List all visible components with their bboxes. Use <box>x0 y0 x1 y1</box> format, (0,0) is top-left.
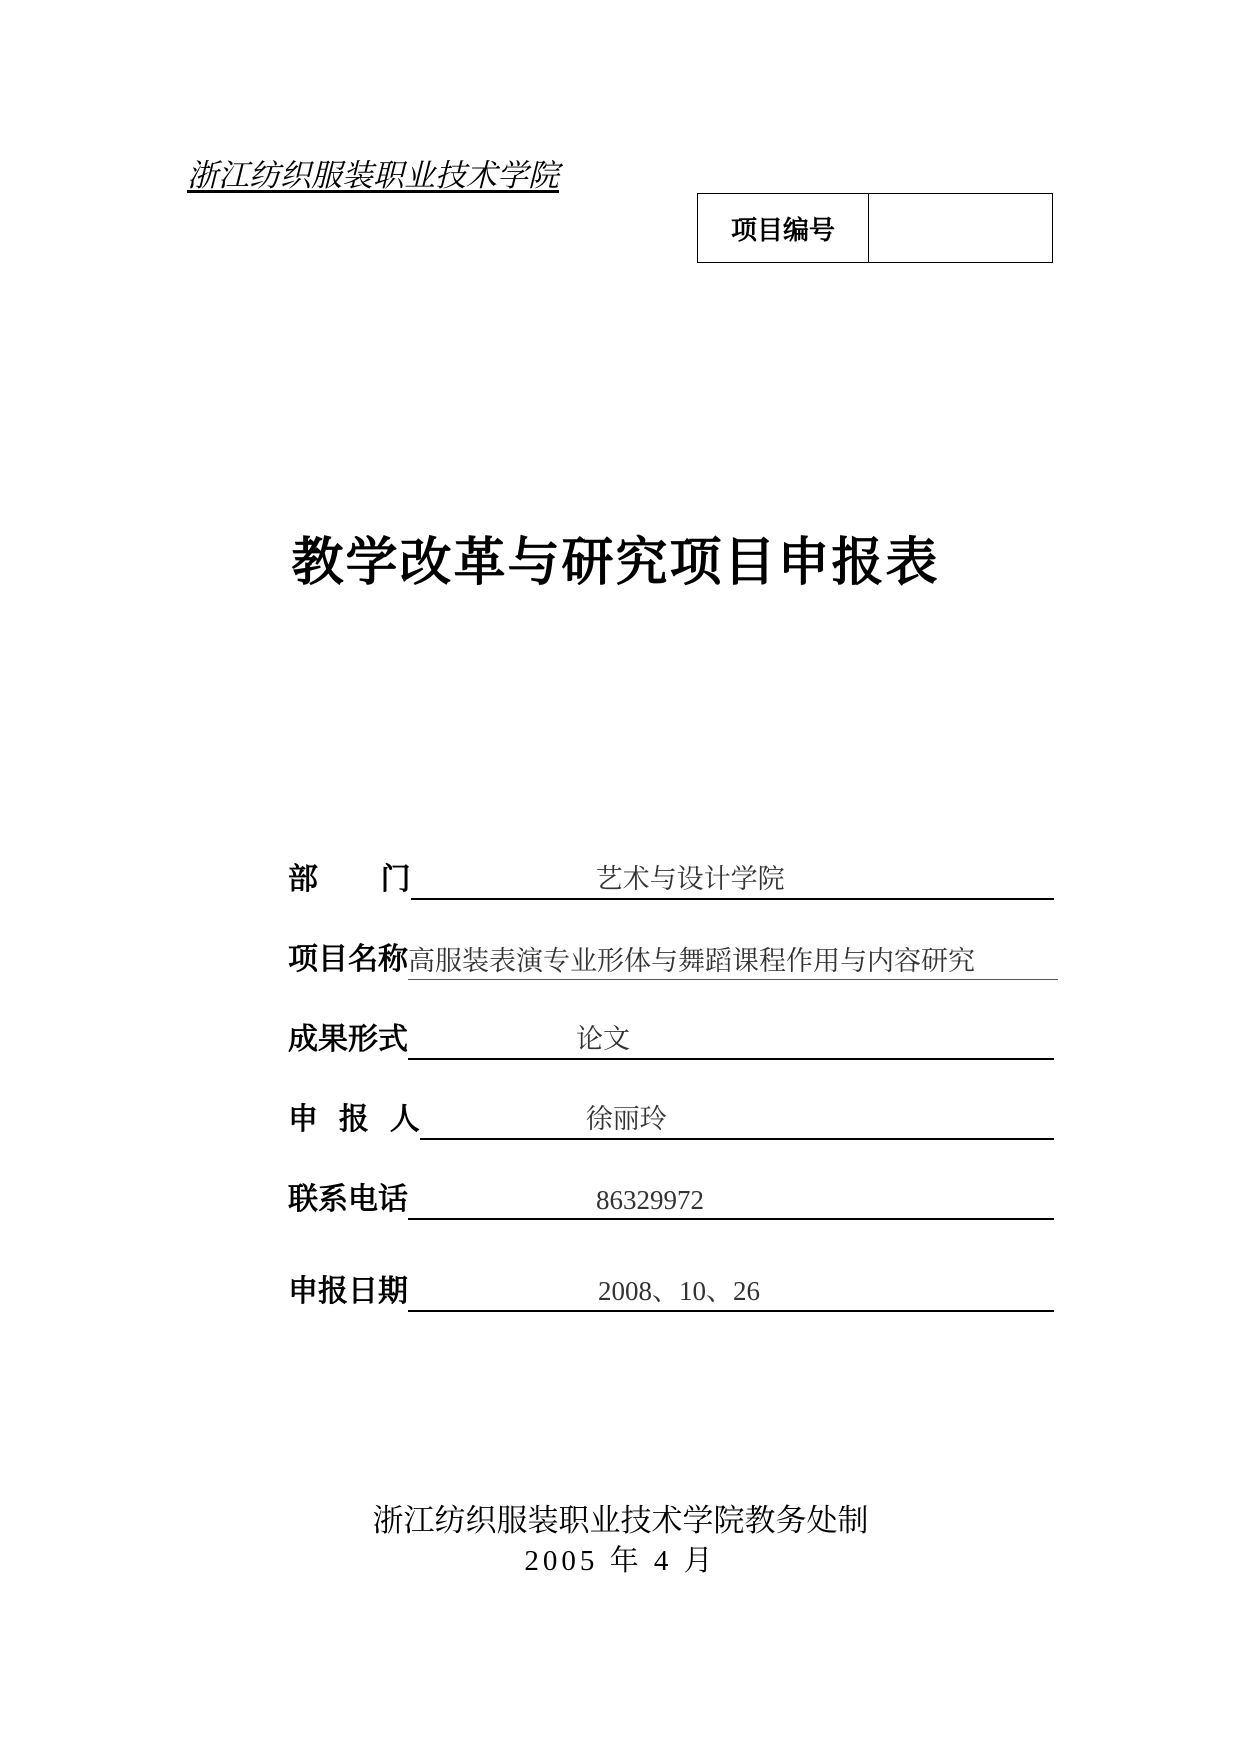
project-number-box <box>697 193 1053 263</box>
applicant-label: 申 报 人 <box>288 1102 420 1137</box>
project-name-value: 高服装表演专业形体与舞蹈课程作用与内容研究 <box>408 946 975 976</box>
applicant-line[interactable] <box>420 1098 1054 1140</box>
department-label: 部 门 <box>288 862 411 897</box>
field-date <box>288 1262 1054 1312</box>
phone-line[interactable] <box>408 1178 1054 1220</box>
phone-value: 86329972 <box>596 1185 704 1215</box>
field-applicant <box>288 1090 1054 1140</box>
project-number-label: 项目编号 <box>698 194 869 262</box>
date-value: 2008、10、26 <box>598 1276 760 1306</box>
project-name-label: 项目名称 <box>288 942 408 977</box>
department-line[interactable] <box>411 858 1054 900</box>
project-name-line[interactable] <box>408 939 1058 980</box>
institution-name: 浙江纺织服装职业技术学院 <box>187 158 559 193</box>
field-project-name <box>288 930 1058 980</box>
footer-date: 2005 年 4 月 <box>524 1545 717 1577</box>
field-department <box>288 850 1054 900</box>
field-result-form <box>288 1010 1054 1060</box>
project-number-value[interactable] <box>869 194 1052 262</box>
footer-org: 浙江纺织服装职业技术学院教务处制 <box>372 1503 869 1538</box>
department-value: 艺术与设计学院 <box>595 864 785 894</box>
field-phone <box>288 1170 1054 1220</box>
phone-label: 联系电话 <box>288 1182 408 1217</box>
applicant-value: 徐丽玲 <box>585 1104 667 1134</box>
result-form-value: 论文 <box>576 1024 630 1054</box>
result-form-line[interactable] <box>408 1018 1054 1060</box>
date-line[interactable] <box>408 1270 1054 1312</box>
date-label: 申报日期 <box>288 1274 408 1309</box>
form-title: 教学改革与研究项目申报表 <box>291 533 940 593</box>
result-form-label: 成果形式 <box>288 1022 408 1057</box>
